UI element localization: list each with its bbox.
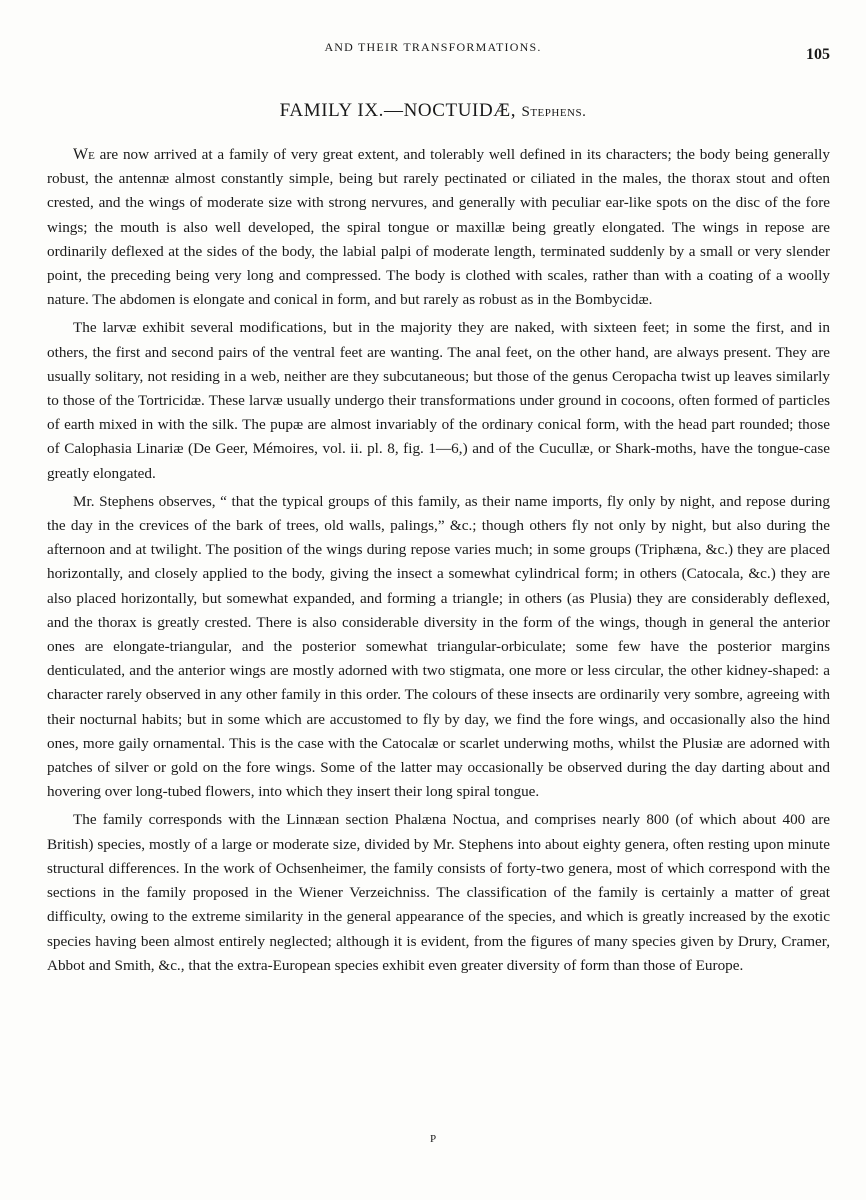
section-title-main: FAMILY IX.—NOCTUIDÆ, [279,100,517,121]
paragraph-4: The family corresponds with the Linnæan section Phalæna Noctua, and comprises nearly 800 (of which about 400 are British) species, mostly of a large or moderate size, divided by Mr. Stephens into about eighty genera, often resting upon minute structural differences. In the work of Ochsenheimer, the family consists of forty-two genera, most of which correspond with the sections in the family proposed in the Wiener Verzeichniss. The classification of the family is certainly a matter of great difficulty, owing to the extreme similarity in the general appearance of the species, and which is greatly increased by the exotic species having been almost entirely neglected; although it is evident, from the figures of many species given by Drury, Cramer, Abbot and Smith, &c., that the extra-European species exhibit even greater diversity of form than those of Europe. [47,811,830,974]
body-text [47,143,830,982]
paragraph-3: Mr. Stephens observes, “ that the typical groups of this family, as their name imports, fly only by night, and repose during the day in the crevices of the bark of trees, old walls, palings,” &c.; though others fly not only by night, but also during the afternoon and at twilight. The position of the wings during repose varies much; in some groups (Triphæna, &c.) they are placed horizontally, and closely applied to the body, giving the insect a somewhat cylindrical form; in others (Catocala, &c.) they are also placed horizontally, but somewhat expanded, and forming a triangle; in others (as Plusia) they are considerably deflexed, and the thorax is greatly crested. There is also considerable diversity in the form of the wings, though in general the anterior ones are elongate-triangular, and the posterior somewhat triangular-orbiculate; some few have the posterior margins denticulated, and the anterior wings are mostly adorned with two stigmata, one more or less circular, the other kidney-shaped: a character rarely observed in any other family in this order. The colours of these insects are ordinarily very sombre, agreeing with their nocturnal habits; but in some which are accustomed to fly by day, we find the fore wings, and occasionally also the hind ones, more gaily ornamental. This is the case with the Catocalæ or scarlet underwing moths, whilst the Plusiæ are adorned with patches of silver or gold on the fore wings. Some of the latter may occasionally be observed during the day darting about and hovering over long-tubed flowers, into which they insert their long spiral tongue. [47,492,830,801]
paragraph-1 [47,143,830,312]
page-number: 105 [806,46,830,63]
section-title-author: Stephens. [521,104,587,120]
paragraph-2: The larvæ exhibit several modifications, but in the majority they are naked, with sixteen feet; in some the first, and in others, the first and second pairs of the ventral feet are wanting. The anal feet, on the other hand, are always present. They are usually solitary, not residing in a web, neither are they subcutaneous; but those of the genus Ceropacha twist up leaves similarly to those of the Tortricidæ. These larvæ usually undergo their transformations under ground in cocoons, often formed of particles of earth mixed in with the silk. The pupæ are almost invariably of the ordinary conical form, with the head part rounded; those of Calophasia Linariæ (De Geer, Mémoires, vol. ii. pl. 8, fig. 1—6,) and of the Cucullæ, or Shark-moths, have the tongue-case greatly elongated. [47,319,830,482]
paragraph-1-text: are now arrived at a family of very great extent, and tolerably well defined in its characters; the body being generally robust, the antennæ almost constantly simple, being but rarely pectinated or ciliated in the males, the thorax stout and often crested, and the wings of moderate size with strong nervures, and generally with peculiar ear-like spots on the disc of the fore wings; the mouth is also well developed, the spiral tongue or maxillæ being greatly elongated. The wings in repose are ordinarily deflexed at the sides of the body, the labial palpi of moderate length, terminated suddenly by a small or very slender point, the preceding being very long and compressed. The body is clothed with scales, rather than with a coating of a woolly nature. The abdomen is elongate and conical in form, and but rarely as robust as in the Bombycidæ. [47,146,830,309]
signature-mark: P [429,1133,437,1145]
section-title [0,100,866,122]
paragraph-1-lead: We [73,146,95,163]
running-head: AND THEIR TRANSFORMATIONS. [324,40,542,54]
